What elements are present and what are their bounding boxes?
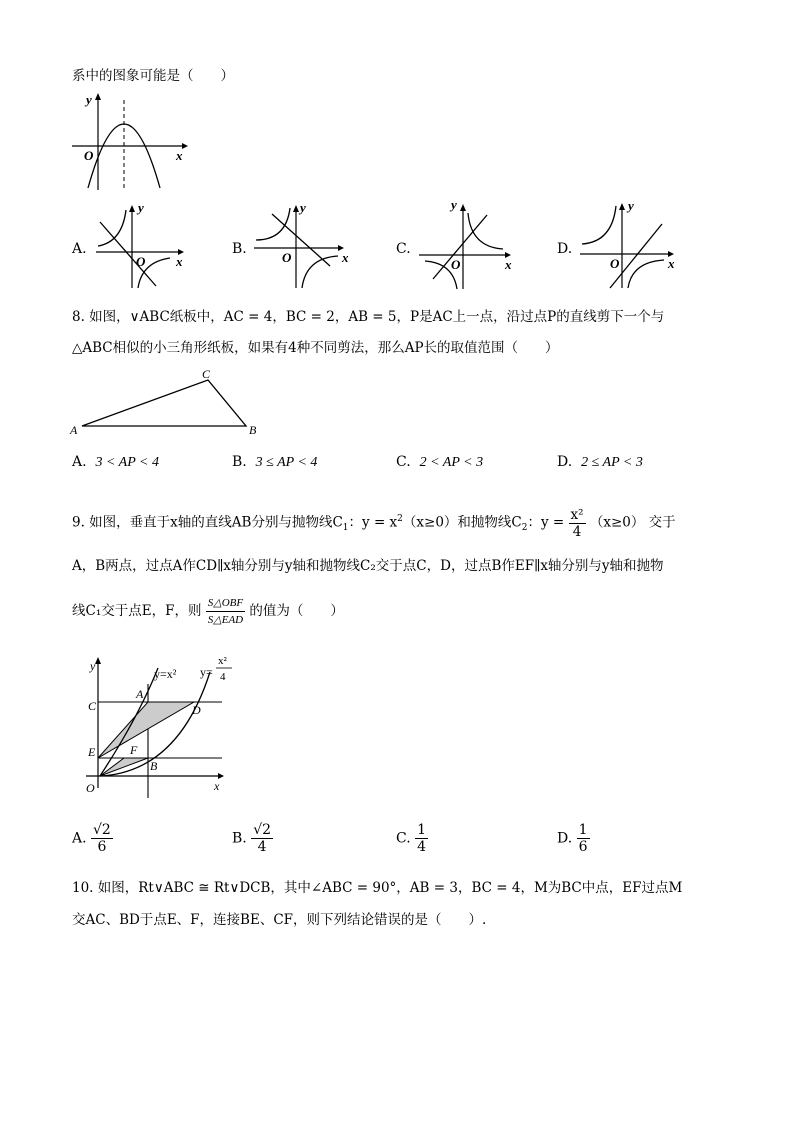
q10-line-2: 交AC、BD于点E、F，连接BE、CF，则下列结论错误的是（ ）. — [72, 912, 487, 928]
triangle-obf — [100, 758, 148, 776]
svg-text:y: y — [138, 200, 144, 215]
triangle-abc — [82, 380, 246, 426]
svg-text:D: D — [192, 703, 201, 717]
vertex-c-label: C — [202, 367, 211, 381]
svg-text:E: E — [88, 745, 96, 759]
q9-option-d-letter: D. — [557, 830, 573, 847]
q7-option-b-graph[interactable] — [250, 200, 355, 290]
svg-text:x: x — [342, 250, 349, 265]
q9-line-2: A，B两点，过点A作CD∥x轴分别与y轴和抛物线C₂交于点C，D，过点B作EF∥x轴分别与y轴和抛物 — [72, 558, 664, 574]
q7-main-graph — [70, 90, 195, 195]
q9-option-d[interactable]: D. $\frac{1}{6}$ — [557, 822, 588, 855]
q9-line-3: 线C₁交于点E，F，则 $\frac{\text{S△OBF}}{\text{S△EAD}}$ 的值为（ ） — [72, 597, 344, 626]
svg-text:O: O — [610, 256, 620, 271]
svg-text:A: A — [136, 687, 144, 701]
q8-option-a-letter: A. — [72, 454, 87, 470]
svg-text:y: y — [90, 659, 96, 673]
q8-option-d-letter: D. — [557, 454, 573, 470]
q8-option-a[interactable] — [72, 454, 159, 471]
svg-text:y: y — [451, 197, 457, 212]
q8-triangle-figure — [68, 366, 268, 440]
svg-text:F: F — [130, 743, 138, 757]
x-label: x — [176, 148, 183, 163]
q8-option-c-text: 2 < AP < 3 — [419, 455, 484, 470]
svg-text:B: B — [150, 759, 158, 773]
svg-text:y: y — [628, 198, 634, 213]
q7-option-d-letter[interactable]: D. — [557, 241, 573, 257]
q9-option-c[interactable]: C. $\frac{1}{4}$ — [396, 822, 427, 855]
svg-text:y=: y= — [200, 665, 213, 679]
q8-option-b-text: 3 ≤ AP < 4 — [255, 455, 318, 470]
vertex-a-label: A — [70, 423, 78, 437]
svg-text:x: x — [176, 254, 183, 269]
y-axis-arrow — [95, 93, 101, 100]
q8-option-b-letter: B. — [232, 454, 247, 470]
q9-option-c-letter: C. — [396, 830, 411, 847]
q8-option-c-letter: C. — [396, 454, 411, 470]
q7-option-c-graph[interactable] — [415, 195, 520, 290]
q8-line-1: 8. 如图，∨ABC纸板中，AC = 4，BC = 2，AB = 5，P是AC上一点，沿过点P的直线剪下一个与 — [72, 309, 665, 325]
y-label: y — [86, 92, 92, 107]
q7-option-b-letter[interactable]: B. — [232, 241, 247, 257]
svg-text:O: O — [282, 250, 292, 265]
q9-option-a[interactable]: A. $\frac{√2}{6}$ — [72, 822, 111, 855]
q8-option-d[interactable] — [557, 454, 643, 471]
q9-area-ratio: $\frac{\text{S△OBF}}{\text{S△EAD}}$ — [207, 597, 244, 626]
q9-option-b-letter: B. — [232, 830, 247, 847]
svg-text:C: C — [88, 699, 97, 713]
svg-text:O: O — [136, 254, 146, 269]
q8-option-c[interactable] — [396, 454, 483, 471]
q9-fraction-x2-over-4: $\frac{\text{x²}}{4}$ — [570, 506, 584, 540]
svg-text:x: x — [505, 257, 512, 272]
q9-option-b[interactable]: B. $\frac{√2}{4}$ — [232, 822, 272, 855]
q9-parabola-figure — [78, 648, 238, 798]
q7-option-d-graph[interactable] — [576, 196, 681, 290]
svg-text:4: 4 — [220, 671, 226, 683]
q8-line-2: △ABC相似的小三角形纸板，如果有4种不同剪法，那么AP长的取值范围（ ） — [72, 340, 559, 356]
q7-option-a-letter[interactable]: A. — [72, 241, 87, 257]
triangle-ead — [98, 702, 194, 758]
svg-text:x: x — [214, 779, 220, 793]
svg-text:y: y — [300, 200, 306, 215]
q8-option-d-text: 2 ≤ AP < 3 — [581, 455, 643, 470]
x-axis-arrow — [182, 143, 188, 149]
svg-text:O: O — [451, 257, 461, 272]
svg-text:O: O — [86, 781, 95, 795]
q7-tail-text: 系中的图象可能是（ ） — [72, 68, 234, 84]
q9-option-a-letter: A. — [72, 830, 87, 847]
q10-line-1: 10. 如图，Rt∨ABC ≅ Rt∨DCB，其中∠ABC = 90°，AB = 3，BC = 4，M为BC中点，EF过点M — [72, 880, 683, 896]
q8-option-b[interactable] — [232, 454, 317, 471]
q8-option-a-text: 3 < AP < 4 — [95, 455, 159, 470]
q9-line-1: 9. 如图，垂直于x轴的直线AB分别与抛物线$C_1$：$y = x^2(x\ge 0)$和抛物线$C_2$：y = $\frac{\text{x²}}{4}$ （x≥0） 交于 — [72, 506, 676, 540]
vertex-b-label: B — [249, 423, 257, 437]
svg-text:y=x²: y=x² — [154, 667, 177, 681]
svg-text:x: x — [668, 256, 675, 271]
q7-option-a-graph[interactable] — [92, 200, 192, 290]
svg-text:x²: x² — [218, 655, 227, 667]
q7-option-c-letter[interactable]: C. — [396, 241, 411, 257]
origin-label: O — [84, 148, 94, 163]
